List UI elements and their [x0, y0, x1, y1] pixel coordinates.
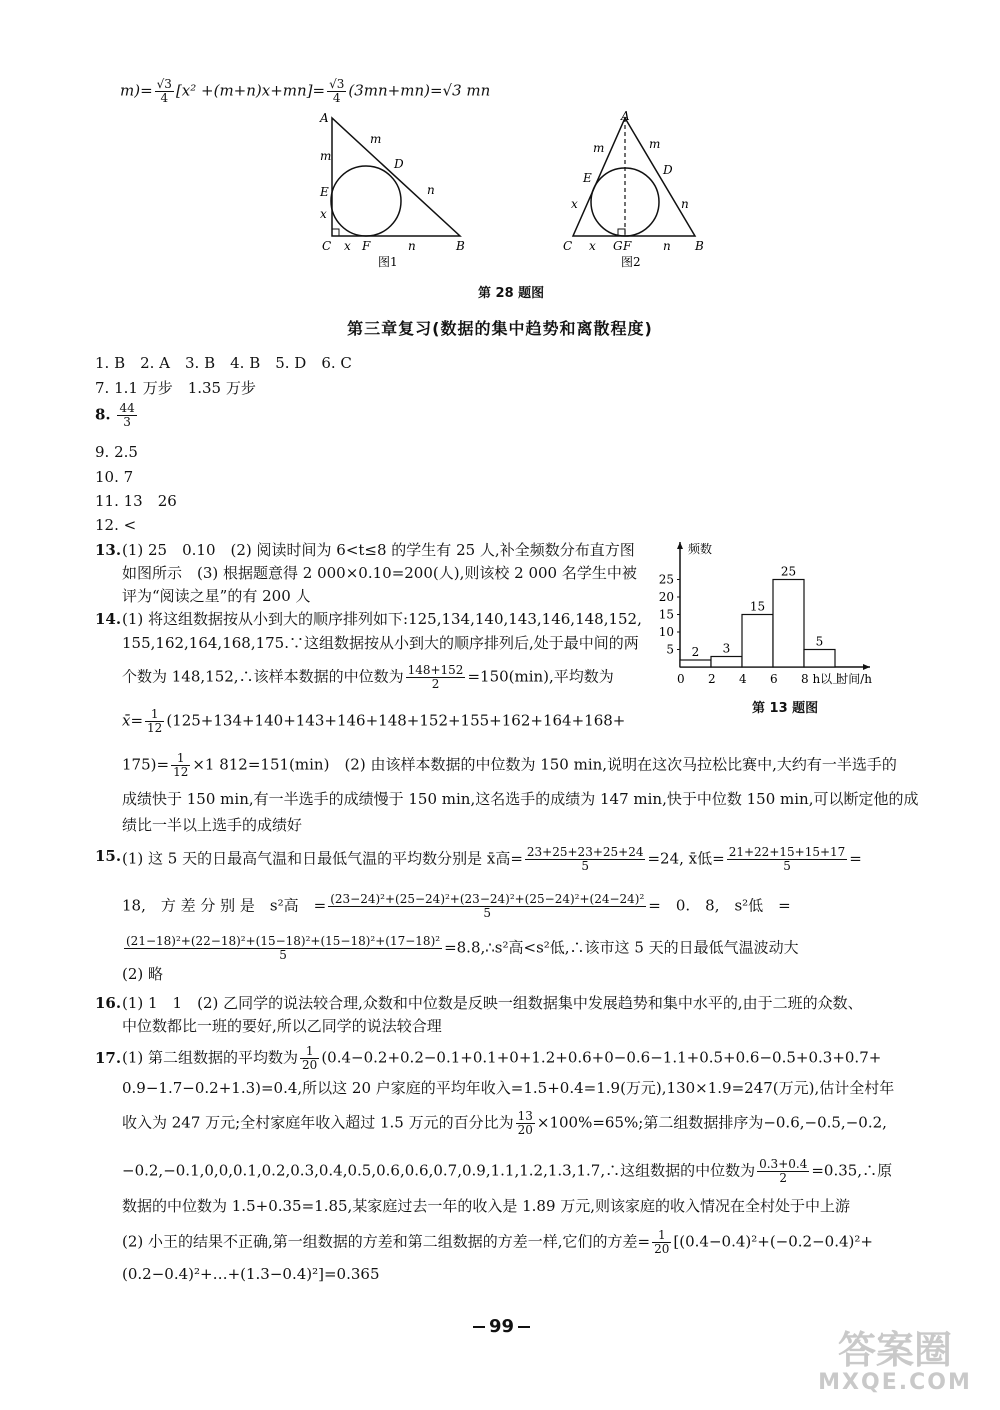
svg-text:A: A	[621, 109, 630, 123]
chapter-title: 第三章复习(数据的集中趋势和离散程度)	[347, 319, 653, 338]
svg-text:n: n	[663, 239, 671, 253]
q17-line-6: (2) 小王的结果不正确,第一组数据的方差和第二组数据的方差一样,它们的方差= $\frac{1}{20}$ [(0.4−0.4)²+(−0.2−0.4)²+	[122, 1228, 873, 1256]
histogram-bar	[804, 650, 835, 668]
q15-label: 15.	[95, 847, 122, 865]
y-tick-label: 20	[658, 590, 674, 604]
answer-8: 8. $\frac{44}{3}$	[95, 401, 135, 429]
q16-label: 16.	[95, 994, 122, 1012]
q13-line-2: 如图所示 (3) 根据题意得 2 000×0.10=200(人),则该校 2 000 名学生中被	[122, 564, 637, 582]
x-tick-label: 6	[770, 672, 778, 686]
svg-text:n: n	[408, 239, 416, 253]
svg-text:E: E	[583, 171, 592, 185]
y-axis-label: 频数	[688, 542, 713, 556]
q17-line-7: (0.2−0.4)²+…+(1.3−0.4)²]=0.365	[122, 1265, 380, 1283]
svg-text:x: x	[589, 239, 596, 253]
x-tick-label: 4	[739, 672, 747, 686]
histogram-bar	[742, 615, 773, 668]
q15-line-4: (2) 略	[122, 965, 164, 983]
histogram-bar	[680, 660, 711, 667]
svg-text:m: m	[649, 137, 661, 151]
page-number: 99	[473, 1316, 530, 1337]
bar-value-label: 5	[815, 634, 824, 649]
answer-9: 9. 2.5	[95, 443, 138, 461]
figure-2-caption: 图2	[621, 255, 641, 269]
bar-value-label: 3	[722, 641, 731, 656]
svg-text:x: x	[571, 197, 578, 211]
histogram-q13	[655, 530, 915, 715]
y-tick-label: 5	[666, 642, 674, 657]
svg-text:n: n	[681, 197, 689, 211]
answer-12: 12. <	[95, 516, 137, 534]
q15-line-3: $\frac{\text{(21−18)²+(22−18)²+(15−18)²+(15−18)²+(17−18)²}}{5}$ =8.8,∴s²高<s²低,∴该市这 5 天的日最低气温波动大	[126, 934, 799, 962]
figure-1	[300, 108, 480, 273]
figure-1-caption: 图1	[378, 255, 398, 269]
y-axis-arrow	[677, 542, 683, 549]
q15-line-1: (1) 这 5 天的日最高气温和日最低气温的平均数分别是 x̄高= $\frac{23+25+23+25+24}{5}$ =24, x̄低= $\frac{21+22+15+15+17}{5}$ =	[122, 845, 862, 873]
x-axis-arrow	[863, 664, 870, 670]
x-axis-label: 时间/h	[836, 672, 872, 686]
label-B: B	[456, 239, 465, 253]
q14-label: 14.	[95, 610, 122, 628]
svg-text:m: m	[593, 141, 605, 155]
q14-line-4: x̄= $\frac{1}{12}$ (125+134+140+143+146+148+152+155+162+164+168+	[122, 707, 626, 735]
histogram-bar	[711, 657, 742, 668]
q14-line-2: 155,162,164,168,175.∵这组数据按从小到大的顺序排列后,处于最中间的两	[122, 634, 639, 652]
x-tick-label: 2	[708, 672, 716, 686]
q14-line-7: 绩比一半以上选手的成绩好	[122, 816, 303, 834]
bar-value-label: 25	[780, 564, 797, 579]
svg-text:x: x	[344, 239, 351, 253]
q14-line-3: 个数为 148,152,∴该样本数据的中位数为 $\frac{148+152}{2}$ =150(min),平均数为	[122, 663, 614, 691]
figure-group-caption: 第 28 题图	[478, 286, 545, 301]
q17-line-5: 数据的中位数为 1.5+0.35=1.85,某家庭过去一年的收入是 1.89 万元,则该家庭的收入情况在全村处于中上游	[122, 1197, 851, 1215]
q14-line-6: 成绩快于 150 min,有一半选手的成绩慢于 150 min,这名选手的成绩为 147 min,快于中位数 150 min,可以断定他的成	[122, 790, 919, 808]
x-tick-label: 8 h以上	[801, 672, 845, 686]
bar-value-label: 2	[691, 645, 700, 659]
y-tick-label: 15	[658, 607, 674, 622]
bar-value-label: 15	[749, 599, 766, 614]
svg-text:n: n	[427, 183, 435, 197]
top-formula: m)= $\frac{√3}{4}$ [x² +(m+n)x+mn]= $\frac{√3}{4}$ (3mn+mn)=√3 mn	[120, 77, 491, 105]
q14-line-5: 175)= $\frac{1}{12}$ ×1 812=151(min) (2) 由该样本数据的中位数为 150 min,说明在这次马拉松比赛中,大约有一半选手的	[122, 751, 897, 779]
label-D: D	[394, 157, 404, 171]
q17-line-1: (1) 第二组数据的平均数为 $\frac{1}{20}$ (0.4−0.2+0.2−0.1+0.1+0+1.2+0.6+0−0.6−1.1+0.5+0.6−0.5+0.3+0.7+	[122, 1044, 882, 1072]
svg-text:m: m	[320, 149, 332, 163]
label-F: F	[362, 239, 371, 253]
y-tick-label: 25	[658, 572, 674, 587]
answer-1-6: 1. B 2. A 3. B 4. B 5. D 6. C	[95, 354, 352, 372]
answer-7: 7. 1.1 万步 1.35 万步	[95, 379, 256, 397]
q15-line-2: 18, 方 差 分 别 是 s²高 = $\frac{\text{(23−24)²+(25−24)²+(23−24)²+(25−24)²+(24−24)²}}{5}$ = 0. 8, s²低 =	[122, 892, 791, 920]
chart-caption: 第 13 题图	[752, 701, 819, 716]
histogram-bar	[773, 580, 804, 668]
svg-text:F: F	[623, 239, 632, 253]
svg-text:B: B	[695, 239, 704, 253]
q13-line-1: (1) 25 0.10 (2) 阅读时间为 6<t≤8 的学生有 25 人,补全频数分布直方图	[122, 541, 635, 559]
q17-line-3: 收入为 247 万元;全村家庭年收入超过 1.5 万元的百分比为 $\frac{13}{20}$ ×100%=65%;第二组数据排序为−0.6,−0.5,−0.2,	[122, 1109, 887, 1137]
answer-10: 10. 7	[95, 468, 134, 486]
svg-text:m: m	[370, 132, 382, 146]
q17-line-2: 0.9−1.7−0.2+1.3)=0.4,所以这 20 户家庭的平均年收入=1.5+0.4=1.9(万元),130×1.9=247(万元),估计全村年	[122, 1079, 895, 1097]
label-E: E	[320, 185, 329, 199]
q16-line-2: 中位数都比一班的要好,所以乙同学的说法较合理	[122, 1017, 442, 1035]
svg-text:x: x	[320, 207, 327, 221]
q16-line-1: (1) 1 1 (2) 乙同学的说法较合理,众数和中位数是反映一组数据集中发展趋势和集中水平的,由于二班的众数、	[122, 994, 863, 1012]
svg-text:C: C	[563, 239, 573, 253]
q17-label: 17.	[95, 1049, 122, 1067]
figure-2	[555, 108, 715, 273]
q17-line-4: −0.2,−0.1,0,0,0.1,0.2,0.3,0.4,0.5,0.6,0.6,0.7,0.9,1.1,1.2,1.3,1.7,∴这组数据的中位数为 $\frac{0.3+0.4}{2}$ =0.35,∴原	[122, 1157, 893, 1185]
x-tick-label: 0	[677, 672, 685, 686]
answer-11: 11. 13 26	[95, 492, 177, 510]
q13-line-3: 评为“阅读之星”的有 200 人	[122, 587, 311, 605]
q14-line-1: (1) 将这组数据按从小到大的顺序排列如下:125,134,140,143,146,148,152,	[122, 610, 642, 628]
y-tick-label: 10	[658, 625, 674, 639]
watermark: 答案圈 MXQE.COM	[818, 1328, 972, 1395]
q13-label: 13.	[95, 541, 122, 559]
svg-text:D: D	[663, 163, 673, 177]
label-G: G	[613, 239, 623, 253]
label-C: C	[322, 239, 332, 253]
label-A: A	[320, 111, 329, 125]
